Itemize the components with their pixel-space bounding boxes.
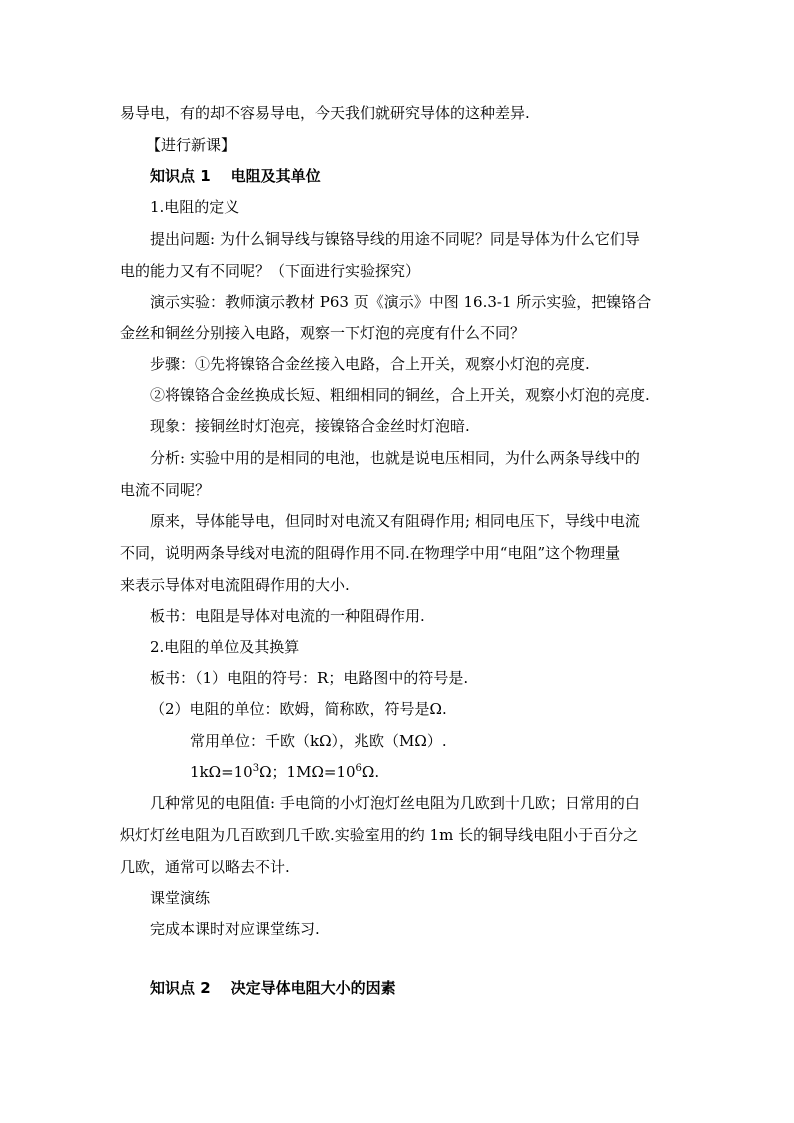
paragraph-line: 常用单位：千欧（kΩ），兆欧（MΩ）.: [190, 732, 447, 750]
paragraph-line: 不同，说明两条导线对电流的阻碍作用不同.在物理学中用“电阻”这个物理量: [120, 544, 621, 562]
conversion-text: Ω；1MΩ=10: [259, 763, 356, 781]
paragraph-line: 完成本课时对应课堂练习.: [150, 920, 320, 938]
paragraph-line: 炽灯灯丝电阻为几百欧到几千欧.实验室用的约 1m 长的铜导线电阻小于百分之: [120, 826, 639, 844]
exponent: 3: [252, 763, 260, 774]
paragraph-line: ②将镍铬合金丝换成长短、粗细相同的铜丝，合上开关，观察小灯泡的亮度.: [150, 386, 650, 404]
paragraph-line: 提出问题: 为什么铜导线与镍铬导线的用途不同呢？同是导体为什么它们导: [150, 230, 640, 248]
knowledge-point-label: 知识点 1: [150, 167, 211, 185]
knowledge-point-title: 电阻及其单位: [230, 167, 321, 185]
paragraph-line: 现象：接铜丝时灯泡亮，接镍铬合金丝时灯泡暗.: [150, 417, 470, 435]
paragraph-line: 来表示导体对电流阻碍作用的大小.: [120, 576, 350, 594]
paragraph-line: 几欧，通常可以略去不计.: [120, 858, 290, 876]
paragraph-line: （2）电阻的单位：欧姆，简称欧，符号是Ω.: [150, 700, 447, 718]
knowledge-point-2-heading: [150, 978, 396, 998]
knowledge-point-1-heading: [150, 166, 321, 186]
paragraph-line: 分析: 实验中用的是相同的电池，也就是说电压相同，为什么两条导线中的: [150, 449, 640, 467]
paragraph-line: 板书：电阻是导体对电流的一种阻碍作用.: [150, 607, 425, 625]
paragraph-line: 步骤：①先将镍铬合金丝接入电路，合上开关，观察小灯泡的亮度.: [150, 355, 590, 373]
paragraph-line: 演示实验：教师演示教材 P63 页《演示》中图 16.3-1 所示实验，把镍铬合: [150, 293, 652, 311]
conversion-text: Ω.: [361, 763, 380, 781]
paragraph-line: 电流不同呢？: [120, 481, 211, 499]
section-heading: 【进行新课】: [146, 136, 237, 154]
knowledge-point-label: 知识点 2: [150, 979, 211, 997]
paragraph-line: 板书：（1）电阻的符号：R；电路图中的符号是.: [150, 669, 469, 687]
exponent: 6: [355, 763, 362, 774]
paragraph-line: 原来，导体能导电，但同时对电流又有阻碍作用; 相同电压下，导线中电流: [150, 512, 640, 530]
paragraph-line: 几种常见的电阻值: 手电筒的小灯泡灯丝电阻为几欧到十几欧；日常用的白: [150, 794, 640, 812]
unit-conversion-line: [190, 762, 379, 782]
paragraph-line: 电的能力又有不同呢？（下面进行实验探究）: [120, 262, 421, 280]
paragraph-line: 金丝和铜丝分别接入电路，观察一下灯泡的亮度有什么不同？: [120, 324, 526, 342]
subsection-title: 1.电阻的定义: [150, 198, 240, 216]
conversion-text: 1kΩ=10: [190, 763, 253, 781]
knowledge-point-title: 决定导体电阻大小的因素: [230, 979, 396, 997]
paragraph-line: 易导电，有的却不容易导电，今天我们就研究导体的这种差异.: [120, 104, 530, 122]
subsection-title: 课堂演练: [150, 889, 211, 907]
subsection-title: 2.电阻的单位及其换算: [150, 638, 300, 656]
